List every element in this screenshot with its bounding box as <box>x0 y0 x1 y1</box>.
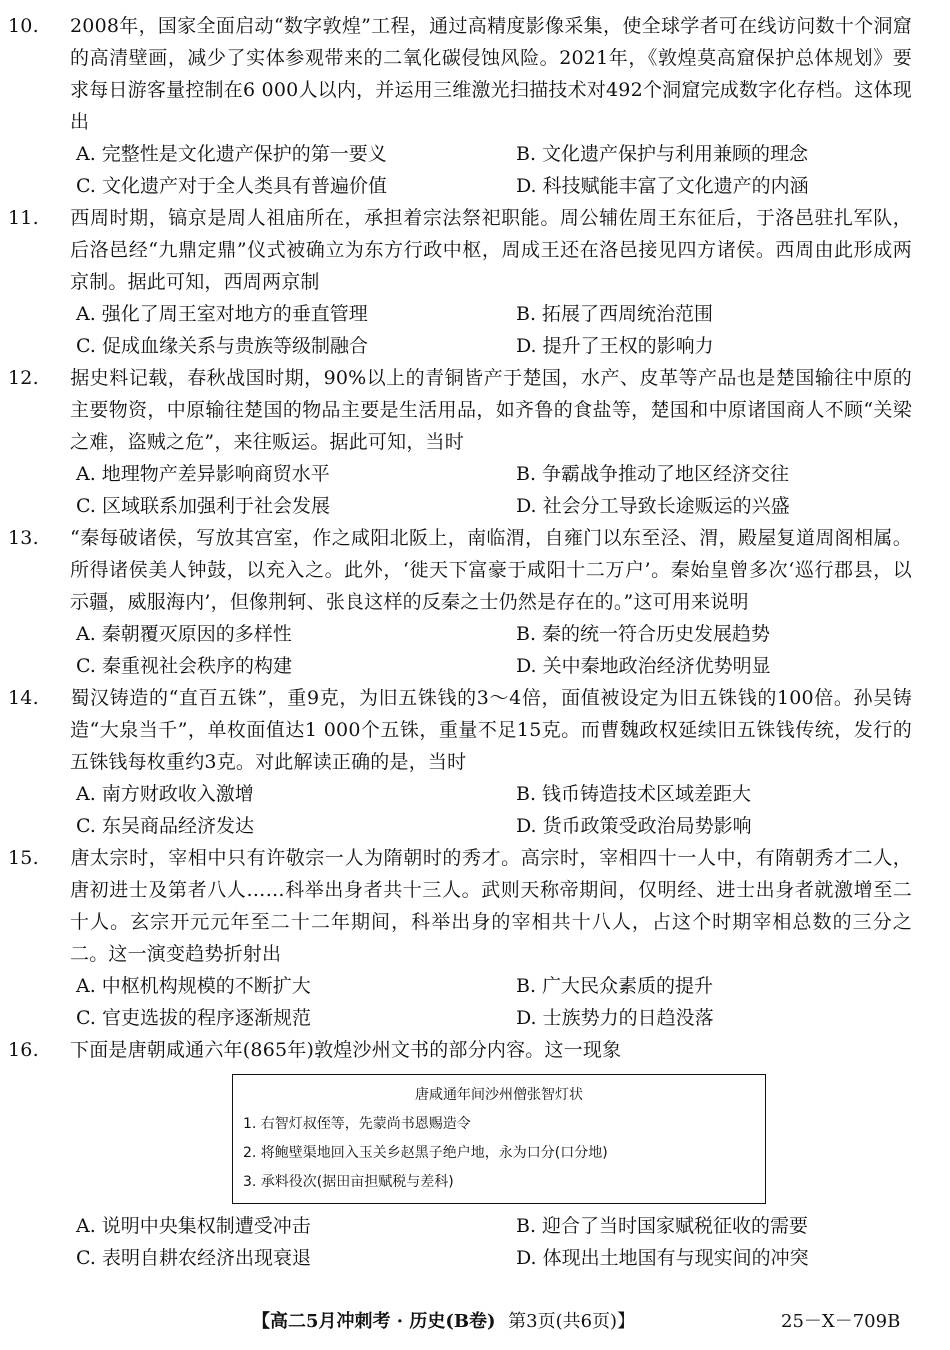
option-c[interactable]: C. 促成血缘关系与贵族等级制融合 <box>76 335 368 357</box>
document-title: 唐咸通年间沙州僧张智灯状 <box>415 1087 583 1103</box>
option-c[interactable]: C. 秦重视社会秩序的构建 <box>76 655 292 677</box>
document-line-2: 2. 将鲍壁渠地回入玉关乡赵黑子绝户地，永为口分(口分地) <box>243 1145 608 1161</box>
option-c[interactable]: C. 区域联系加强利于社会发展 <box>76 495 330 517</box>
question-number: 15. <box>8 847 39 869</box>
option-b[interactable]: B. 广大民众素质的提升 <box>516 975 714 997</box>
option-d[interactable]: D. 士族势力的日趋没落 <box>516 1007 714 1029</box>
question-number: 14. <box>8 687 39 709</box>
historical-document-box <box>232 1074 766 1204</box>
question-13 <box>8 522 912 682</box>
question-number: 16. <box>8 1039 39 1061</box>
exam-page <box>8 10 912 1274</box>
options-list <box>70 298 912 362</box>
question-stem: 12. 据史料记载，春秋战国时期，90%以上的青铜皆产于楚国，水产、皮革等产品也是楚国输往中原的主要物资，中原输往楚国的物品主要是生活用品，如齐鲁的食盐等，楚国和中原诸国商人不顾“关梁之难，盗贼之危”，来往贩运。据此可知，当时 <box>70 362 912 458</box>
option-a[interactable]: A. 中枢机构规模的不断扩大 <box>76 975 311 997</box>
option-d[interactable]: D. 科技赋能丰富了文化遗产的内涵 <box>516 175 809 197</box>
question-stem: 11. 西周时期，镐京是周人祖庙所在，承担着宗法祭祀职能。周公辅佐周王东征后，于洛邑驻扎军队，后洛邑经“九鼎定鼎”仪式被确立为东方行政中枢，周成王还在洛邑接见四方诸侯。西周由此形成两京制。据此可知，西周两京制 <box>70 202 912 298</box>
footer-page-number: 第3页(共6页)】 <box>508 1311 636 1332</box>
footer-title: 【高二5月冲刺考 · 历史(B卷) 第3页(共6页)】 <box>252 1311 636 1332</box>
question-stem: 14. 蜀汉铸造的“直百五铢”，重9克，为旧五铢钱的3～4倍，面值被设定为旧五铢钱的100倍。孙吴铸造“大泉当千”，单枚面值达1 000个五铢，重量不足15克。而曹魏政权延续旧五铢钱传统，发行的五铢钱每枚重约3克。对此解读正确的是，当时 <box>70 682 912 778</box>
question-10 <box>8 10 912 202</box>
option-c[interactable]: C. 东吴商品经济发达 <box>76 815 254 837</box>
option-a[interactable]: A. 完整性是文化遗产保护的第一要义 <box>76 143 387 165</box>
option-d[interactable]: D. 关中秦地政治经济优势明显 <box>516 655 771 677</box>
question-stem: 16. 下面是唐朝咸通六年(865年)敦煌沙州文书的部分内容。这一现象 <box>70 1034 912 1066</box>
option-c[interactable]: C. 表明自耕农经济出现衰退 <box>76 1247 311 1269</box>
option-d[interactable]: D. 提升了王权的影响力 <box>516 335 714 357</box>
option-b[interactable]: B. 文化遗产保护与利用兼顾的理念 <box>516 143 809 165</box>
option-a[interactable]: A. 说明中央集权制遭受冲击 <box>76 1215 311 1237</box>
option-a[interactable]: A. 南方财政收入激增 <box>76 783 254 805</box>
option-b[interactable]: B. 争霸战争推动了地区经济交往 <box>516 463 790 485</box>
question-number: 13. <box>8 527 39 549</box>
option-b[interactable]: B. 迎合了当时国家赋税征收的需要 <box>516 1215 809 1237</box>
options-list <box>70 1210 912 1274</box>
question-16 <box>8 1034 912 1274</box>
option-d[interactable]: D. 货币政策受政治局势影响 <box>516 815 752 837</box>
option-b[interactable]: B. 钱币铸造技术区域差距大 <box>516 783 752 805</box>
options-list <box>70 138 912 202</box>
question-stem: 10. 2008年，国家全面启动“数字敦煌”工程，通过高精度影像采集，使全球学者可在线访问数十个洞窟的高清壁画，减少了实体参观带来的二氧化碳侵蚀风险。2021年，《敦煌莫高窟保护总体规划》要求每日游客量控制在6 000人以内，并运用三维激光扫描技术对492个洞窟完成数字化存档。这体现出 <box>70 10 912 138</box>
question-stem: 13. “秦每破诸侯，写放其宫室，作之咸阳北阪上，南临渭，自雍门以东至泾、渭，殿屋复道周阁相属。所得诸侯美人钟鼓，以充入之。此外，‘徙天下富豪于咸阳十二万户’。秦始皇曾多次‘巡行郡县，以示疆，威服海内’，但像荆轲、张良这样的反秦之士仍然是存在的。”这可用来说明 <box>70 522 912 618</box>
question-15 <box>8 842 912 1034</box>
question-stem: 15. 唐太宗时，宰相中只有许敬宗一人为隋朝时的秀才。高宗时，宰相四十一人中，有隋朝秀才二人，唐初进士及第者八人……科举出身者共十三人。武则天称帝期间，仅明经、进士出身者就激增至二十人。玄宗开元元年至二十二年期间，科举出身的宰相共十八人，占这个时期宰相总数的三分之二。这一演变趋势折射出 <box>70 842 912 970</box>
options-list <box>70 458 912 522</box>
question-12 <box>8 362 912 522</box>
option-d[interactable]: D. 体现出土地国有与现实间的冲突 <box>516 1247 809 1269</box>
option-b[interactable]: B. 拓展了西周统治范围 <box>516 303 714 325</box>
footer-exam-code: 25－X－709B <box>781 1311 901 1332</box>
option-a[interactable]: A. 地理物产差异影响商贸水平 <box>76 463 330 485</box>
question-number: 11. <box>8 207 39 229</box>
option-b[interactable]: B. 秦的统一符合历史发展趋势 <box>516 623 771 645</box>
question-14 <box>8 682 912 842</box>
options-list <box>70 778 912 842</box>
document-line-1: 1. 右智灯叔侄等，先蒙尚书恩赐造令 <box>243 1116 471 1132</box>
question-number: 12. <box>8 367 39 389</box>
option-d[interactable]: D. 社会分工导致长途贩运的兴盛 <box>516 495 790 517</box>
options-list <box>70 618 912 682</box>
question-number: 10. <box>8 15 39 37</box>
option-a[interactable]: A. 秦朝覆灭原因的多样性 <box>76 623 292 645</box>
document-line-3: 3. 承料役次(据田亩担赋税与差科) <box>243 1174 454 1190</box>
options-list <box>70 970 912 1034</box>
question-11 <box>8 202 912 362</box>
option-c[interactable]: C. 文化遗产对于全人类具有普遍价值 <box>76 175 387 197</box>
option-c[interactable]: C. 官吏选拔的程序逐渐规范 <box>76 1007 311 1029</box>
option-a[interactable]: A. 强化了周王室对地方的垂直管理 <box>76 303 368 325</box>
